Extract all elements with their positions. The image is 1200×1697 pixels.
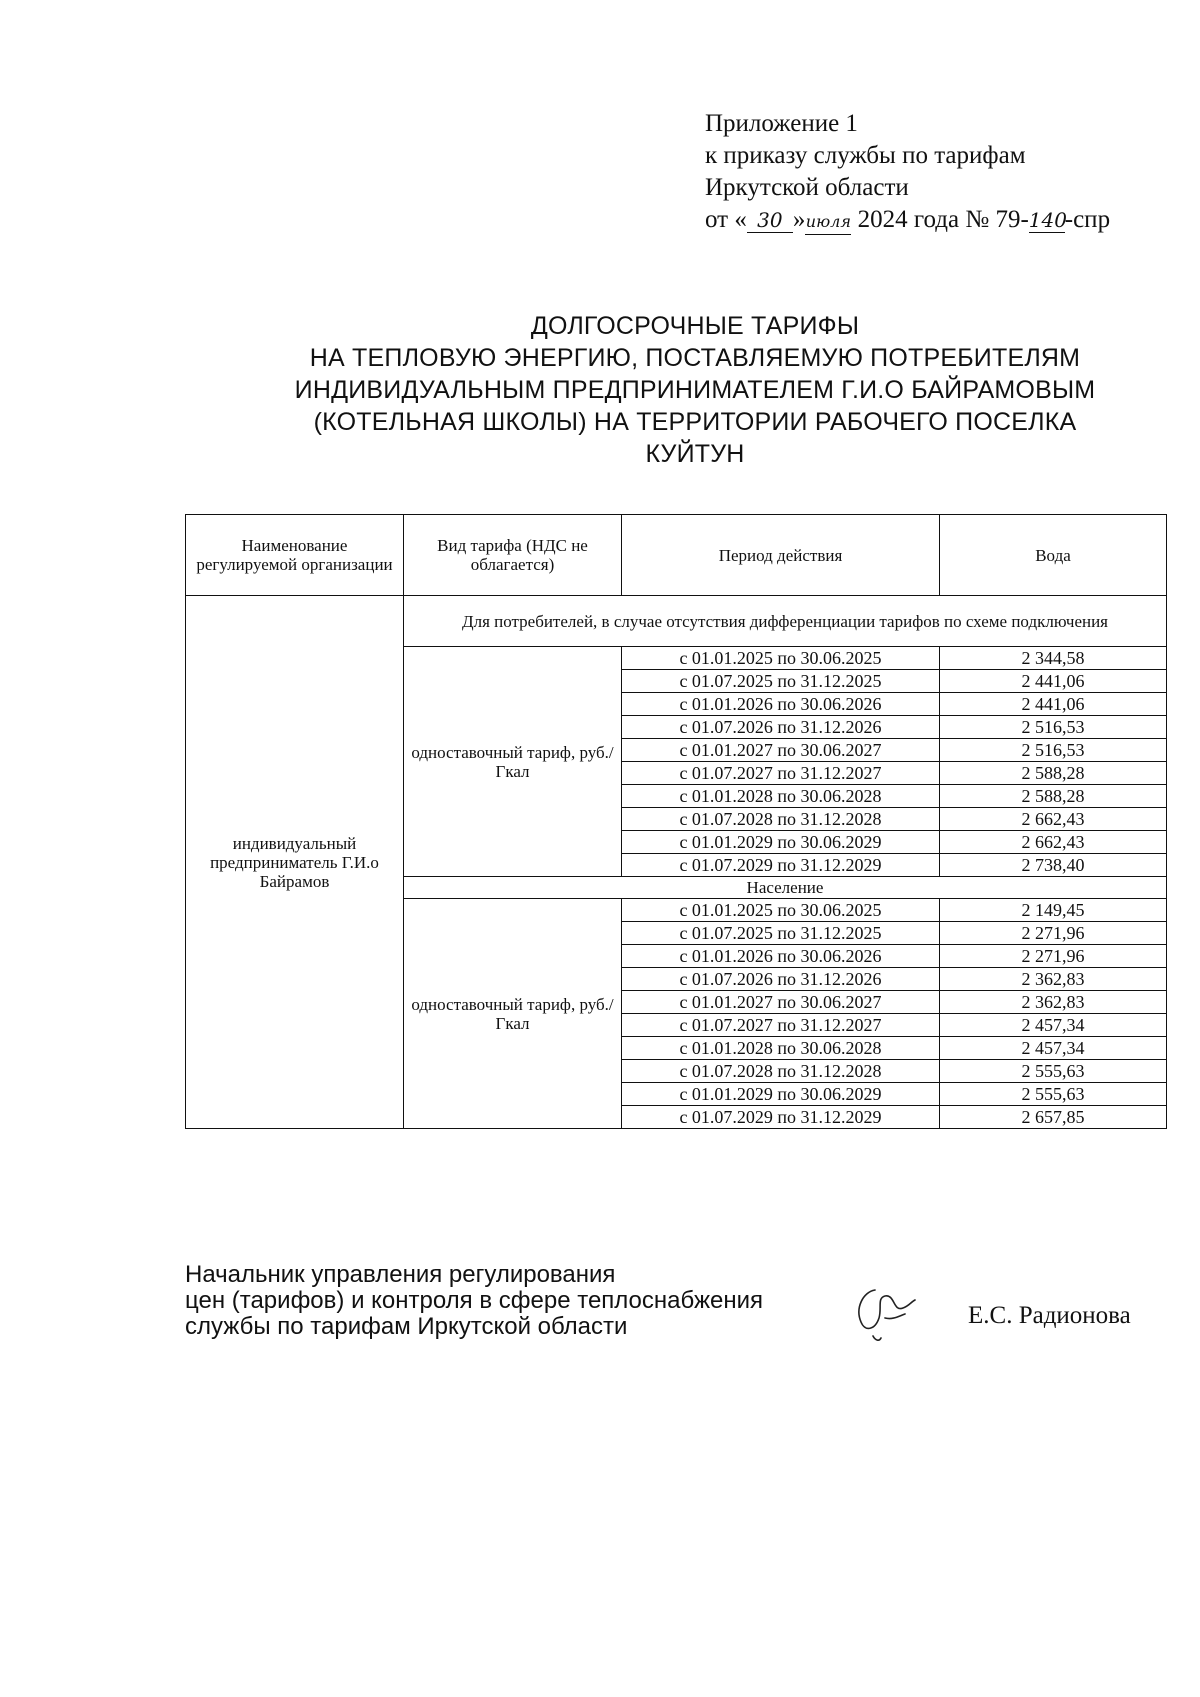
- section-title: Для потребителей, в случае отсутствия дифференциации тарифов по схеме подключения: [404, 596, 1167, 647]
- period-cell: с 01.07.2027 по 31.12.2027: [622, 1014, 940, 1037]
- handwritten-signature-icon: [845, 1278, 945, 1348]
- signatory-position: [185, 1262, 825, 1340]
- tariff-table: [185, 514, 1167, 1129]
- value-cell: 2 457,34: [940, 1037, 1167, 1060]
- period-cell: с 01.07.2028 по 31.12.2028: [622, 1060, 940, 1083]
- title-line: НА ТЕПЛОВУЮ ЭНЕРГИЮ, ПОСТАВЛЯЕМУЮ ПОТРЕБИТЕЛЯМ: [309, 344, 1081, 372]
- value-cell: 2 588,28: [940, 785, 1167, 808]
- period-cell: с 01.01.2026 по 30.06.2026: [622, 945, 940, 968]
- value-cell: 2 662,43: [940, 831, 1167, 854]
- period-cell: с 01.07.2025 по 31.12.2025: [622, 922, 940, 945]
- value-cell: 2 588,28: [940, 762, 1167, 785]
- period-cell: с 01.01.2028 по 30.06.2028: [622, 785, 940, 808]
- period-cell: с 01.01.2025 по 30.06.2025: [622, 647, 940, 670]
- title-line: ИНДИВИДУАЛЬНЫМ ПРЕДПРИНИМАТЕЛЕМ Г.И.О БАЙРАМОВЫМ: [294, 376, 1096, 404]
- org-name-cell: индивидуальный предприниматель Г.И.о Байрамов: [186, 596, 404, 1129]
- signatory-line: службы по тарифам Иркутской области: [185, 1313, 628, 1340]
- period-cell: с 01.01.2029 по 30.06.2029: [622, 831, 940, 854]
- value-cell: 2 516,53: [940, 739, 1167, 762]
- title-line: КУЙТУН: [645, 440, 745, 468]
- section-header-row: [186, 596, 1167, 647]
- period-cell: с 01.01.2027 по 30.06.2027: [622, 739, 940, 762]
- appendix-region: Иркутской области: [705, 174, 909, 201]
- period-cell: с 01.07.2027 по 31.12.2027: [622, 762, 940, 785]
- appendix-month: июля: [805, 210, 851, 235]
- value-cell: 2 271,96: [940, 922, 1167, 945]
- period-cell: с 01.07.2028 по 31.12.2028: [622, 808, 940, 831]
- header-org: Наименование регулируемой организации: [186, 515, 404, 596]
- table-body: [186, 596, 1167, 1129]
- value-cell: 2 555,63: [940, 1060, 1167, 1083]
- value-cell: 2 516,53: [940, 716, 1167, 739]
- period-cell: с 01.01.2027 по 30.06.2027: [622, 991, 940, 1014]
- value-cell: 2 344,58: [940, 647, 1167, 670]
- section-title: Население: [404, 877, 1167, 899]
- appendix-number: Приложение 1: [705, 110, 858, 137]
- value-cell: 2 555,63: [940, 1083, 1167, 1106]
- appendix-date-line: от « 30 »июля 2024 года № 79-140-спр: [705, 206, 1111, 233]
- signatory-name: Е.С. Радионова: [968, 1302, 1131, 1329]
- value-cell: 2 457,34: [940, 1014, 1167, 1037]
- period-cell: с 01.07.2029 по 31.12.2029: [622, 854, 940, 877]
- value-cell: 2 738,40: [940, 854, 1167, 877]
- tariff-type-cell: одноставочный тариф, руб./Гкал: [404, 647, 622, 877]
- period-cell: с 01.07.2025 по 31.12.2025: [622, 670, 940, 693]
- signatory-line: цен (тарифов) и контроля в сфере теплоснабжения: [185, 1287, 764, 1314]
- value-cell: 2 362,83: [940, 991, 1167, 1014]
- value-cell: 2 662,43: [940, 808, 1167, 831]
- value-cell: 2 657,85: [940, 1106, 1167, 1129]
- period-cell: с 01.01.2025 по 30.06.2025: [622, 899, 940, 922]
- period-cell: с 01.07.2026 по 31.12.2026: [622, 968, 940, 991]
- appendix-header: [705, 108, 1185, 236]
- period-cell: с 01.01.2026 по 30.06.2026: [622, 693, 940, 716]
- signatory-line: Начальник управления регулирования: [185, 1261, 616, 1288]
- appendix-order-number: 140: [1028, 208, 1067, 232]
- value-cell: 2 441,06: [940, 670, 1167, 693]
- value-cell: 2 362,83: [940, 968, 1167, 991]
- value-cell: 2 441,06: [940, 693, 1167, 716]
- tariff-type-cell: одноставочный тариф, руб./Гкал: [404, 899, 622, 1129]
- header-tariff-type: Вид тарифа (НДС не облагается): [404, 515, 622, 596]
- appendix-order-ref: к приказу службы по тарифам: [705, 142, 1026, 169]
- header-period: Период действия: [622, 515, 940, 596]
- period-cell: с 01.01.2029 по 30.06.2029: [622, 1083, 940, 1106]
- table-header-row: [186, 515, 1167, 596]
- period-cell: с 01.07.2029 по 31.12.2029: [622, 1106, 940, 1129]
- header-water: Вода: [940, 515, 1167, 596]
- title-line: (КОТЕЛЬНАЯ ШКОЛЫ) НА ТЕРРИТОРИИ РАБОЧЕГО ПОСЕЛКА: [313, 408, 1077, 436]
- period-cell: с 01.07.2026 по 31.12.2026: [622, 716, 940, 739]
- document-title: [190, 310, 1200, 470]
- value-cell: 2 149,45: [940, 899, 1167, 922]
- title-line: ДОЛГОСРОЧНЫЕ ТАРИФЫ: [530, 312, 860, 340]
- value-cell: 2 271,96: [940, 945, 1167, 968]
- period-cell: с 01.01.2028 по 30.06.2028: [622, 1037, 940, 1060]
- appendix-day: 30: [747, 208, 793, 233]
